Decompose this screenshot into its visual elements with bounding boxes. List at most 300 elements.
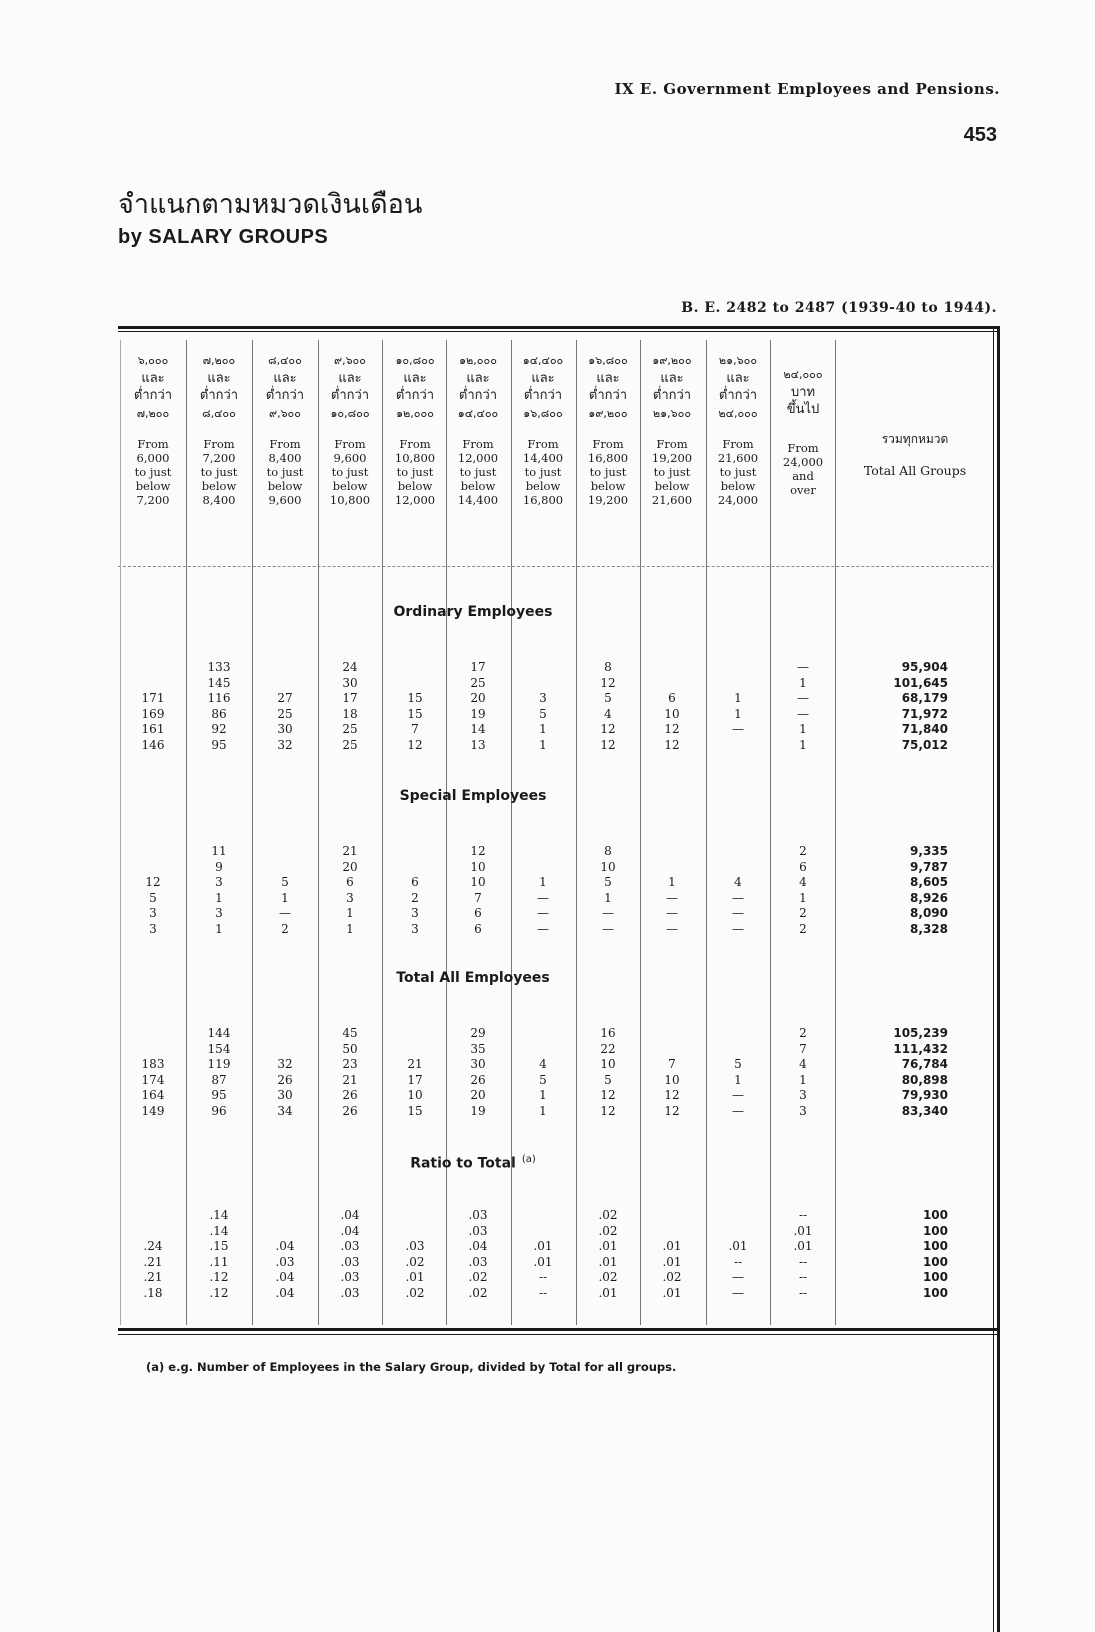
row-total: 71,972	[901, 706, 948, 721]
title-english: by SALARY GROUPS	[118, 226, 329, 248]
table-cell: 26	[342, 1088, 358, 1103]
table-cell: —	[537, 906, 549, 921]
table-cell: 5	[539, 1072, 547, 1087]
table-cell: 25	[342, 722, 358, 737]
column-header-line: From	[137, 437, 169, 451]
table-cell: 2	[411, 890, 419, 905]
table-cell: 6	[668, 691, 676, 706]
table-cell: 3	[215, 906, 223, 921]
table-cell: 35	[470, 1041, 486, 1056]
table-bottom-rule-thin	[118, 1334, 1000, 1335]
table-cell: 15	[407, 1104, 423, 1118]
table-cell: 32	[277, 1057, 293, 1072]
table-cell: .01	[662, 1254, 682, 1269]
table-cell: .02	[598, 1208, 618, 1222]
column-header-thai-and: บาท	[790, 385, 816, 400]
column-header-thai-to: ๙,๖๐๐	[269, 407, 301, 420]
table-cell: 15	[407, 691, 423, 706]
column-header-line: From	[656, 437, 688, 451]
section-title-text: Special Employees	[399, 788, 547, 804]
table-cell: --	[798, 1286, 808, 1300]
table-cell: 20	[470, 1088, 486, 1103]
column-header-english	[706, 437, 770, 507]
table-cell: 8	[604, 660, 612, 674]
column-header-line: to just	[589, 465, 627, 479]
table-cell: 1	[604, 890, 612, 905]
table-cell: 26	[277, 1072, 293, 1087]
table-cell: 12	[600, 722, 616, 737]
row-total: 71,840	[901, 722, 948, 737]
table-cell: 1	[539, 722, 547, 737]
table-cell: 21	[342, 1072, 358, 1087]
table-cell: —	[732, 1104, 744, 1118]
table-cell: —	[666, 906, 678, 921]
table-bottom-rule	[118, 1328, 1000, 1331]
column-header-thai-below: ต่ำกว่า	[330, 388, 370, 403]
column-header-line: to just	[524, 465, 562, 479]
column-header-thai-to: ๒๔,๐๐๐	[718, 407, 758, 420]
table-cell: —	[732, 1088, 744, 1103]
table-cell: 7	[411, 722, 419, 737]
table-cell: 25	[470, 675, 486, 690]
column-header-thai-and: และ	[596, 371, 620, 386]
column-header-line: 10,800	[329, 493, 371, 507]
table-cell: .02	[405, 1254, 425, 1269]
table-cell: .14	[209, 1223, 229, 1238]
column-header-line: 8,400	[268, 451, 302, 465]
column-header-english	[446, 437, 510, 507]
row-total: 79,930	[901, 1088, 948, 1103]
table-cell: 1	[668, 875, 676, 890]
table-cell: 3	[539, 691, 547, 706]
column-header-english	[576, 437, 640, 507]
table-cell: 16	[600, 1026, 616, 1040]
row-total: 76,784	[901, 1057, 948, 1072]
table-cell: 20	[470, 691, 486, 706]
column-header-line: below	[590, 479, 626, 493]
column-header	[446, 354, 510, 507]
section-title	[323, 1154, 623, 1172]
table-cell: 13	[470, 738, 486, 752]
table-cell: 10	[470, 859, 486, 874]
row-total: 8,605	[910, 875, 948, 890]
table-cell: .12	[209, 1286, 229, 1300]
table-cell: 119	[207, 1057, 231, 1072]
table-cell: 19	[470, 1104, 486, 1118]
column-header-thai-below: ต่ำกว่า	[395, 388, 435, 403]
table-cell: 6	[799, 859, 807, 874]
row-total: 8,926	[910, 890, 948, 905]
row-total: 8,090	[910, 906, 948, 921]
table-cell: —	[279, 906, 291, 921]
column-header-line: 16,800	[522, 493, 564, 507]
table-cell: —	[666, 890, 678, 905]
table-cell: 10	[664, 1072, 680, 1087]
column-header-thai-below: ต่ำกว่า	[458, 388, 498, 403]
table-cell: 22	[600, 1041, 616, 1056]
table-cell: —	[797, 691, 809, 706]
table-cell: .21	[143, 1270, 163, 1285]
column-header-thai-from: ๙,๖๐๐	[334, 354, 366, 367]
column-header-line: below	[397, 479, 433, 493]
table-cell: 96	[211, 1104, 227, 1118]
table-cell: 1	[799, 890, 807, 905]
table-cell: --	[733, 1254, 743, 1269]
row-total: 83,340	[901, 1104, 948, 1118]
table-cell: .02	[598, 1270, 618, 1285]
table-cell: .01	[728, 1239, 748, 1254]
table-cell: 6	[346, 875, 354, 890]
table-cell: .01	[793, 1239, 813, 1254]
table-cell: 5	[539, 706, 547, 721]
table-cell: .03	[468, 1254, 488, 1269]
column-header-line: From	[334, 437, 366, 451]
table-cell: --	[798, 1208, 808, 1222]
table-cell: 10	[600, 1057, 616, 1072]
total-column-header	[840, 430, 990, 478]
table-cell: 12	[470, 844, 486, 858]
table-cell: 5	[281, 875, 289, 890]
table-cell: 1	[799, 1072, 807, 1087]
table-cell: 2	[799, 1026, 807, 1040]
column-header	[576, 354, 640, 507]
column-header-line: below	[525, 479, 561, 493]
table-cell: 12	[145, 875, 161, 890]
column-header-line: 10,800	[394, 451, 436, 465]
table-cell: 17	[407, 1072, 423, 1087]
table-cell: 149	[141, 1104, 165, 1118]
column-header-line: and	[792, 469, 814, 483]
column-header-line: 7,200	[202, 451, 236, 465]
table-cell: 146	[141, 738, 165, 752]
table-cell: .01	[662, 1286, 682, 1300]
row-total: 8,328	[910, 922, 948, 936]
table-cell: 11	[211, 844, 227, 858]
table-cell: 1	[734, 706, 742, 721]
column-header-line: From	[592, 437, 624, 451]
table-cell: 92	[211, 722, 227, 737]
table-cell: .01	[533, 1239, 553, 1254]
table-cell: 20	[342, 859, 358, 874]
table-cell: 3	[799, 1104, 807, 1118]
table-cell: 12	[600, 1088, 616, 1103]
header-divider	[118, 566, 994, 567]
table-top-rule	[118, 326, 1000, 329]
column-header-thai-and: และ	[531, 371, 555, 386]
column-header-line: over	[790, 483, 816, 497]
column-header-line: below	[654, 479, 690, 493]
column-header-thai-to: ๒๑,๖๐๐	[652, 407, 692, 420]
table-cell: 12	[600, 1104, 616, 1118]
table-cell: 171	[141, 691, 165, 706]
table-cell: 161	[141, 722, 165, 737]
column-header-thai-below: ต่ำกว่า	[718, 388, 758, 403]
table-cell: 145	[207, 675, 231, 690]
table-cell: 174	[141, 1072, 165, 1087]
table-cell: .04	[340, 1223, 360, 1238]
table-cell: 25	[342, 738, 358, 752]
table-cell: 23	[342, 1057, 358, 1072]
table-cell: 19	[470, 706, 486, 721]
row-total: 111,432	[893, 1041, 948, 1056]
table-cell: —	[537, 890, 549, 905]
table-cell: 164	[141, 1088, 165, 1103]
table-cell: 1	[215, 922, 223, 936]
table-cell: .18	[143, 1286, 163, 1300]
table-cell: —	[666, 922, 678, 936]
period-label: B. E. 2482 to 2487 (1939-40 to 1944).	[681, 300, 997, 316]
table-cell: 3	[411, 922, 419, 936]
table-cell: 1	[215, 890, 223, 905]
column-header-line: 19,200	[651, 451, 693, 465]
column-header	[253, 354, 317, 507]
column-header-thai-and: และ	[338, 371, 362, 386]
table-cell: 4	[604, 706, 612, 721]
table-cell: 5	[604, 875, 612, 890]
table-cell: 1	[734, 691, 742, 706]
column-header-thai-to: ๑๖,๘๐๐	[523, 407, 563, 420]
table-cell: 154	[207, 1041, 231, 1056]
section-title	[323, 788, 623, 804]
table-cell: 95	[211, 738, 227, 752]
column-header-thai-below: ขึ้นไป	[786, 402, 820, 417]
table-cell: 10	[407, 1088, 423, 1103]
table-cell: .03	[340, 1286, 360, 1300]
table-cell: 10	[664, 706, 680, 721]
table-cell: .01	[793, 1223, 813, 1238]
column-header-line: below	[460, 479, 496, 493]
table-cell: 6	[411, 875, 419, 890]
column-header-line: to just	[459, 465, 497, 479]
title-thai: จำแนกตามหมวดเงินเดือน	[118, 189, 423, 220]
column-header-thai-below: ต่ำกว่า	[133, 388, 173, 403]
table-cell: 27	[277, 691, 293, 706]
table-cell: 1	[734, 1072, 742, 1087]
table-cell: 12	[407, 738, 423, 752]
column-header-line: 24,000	[717, 493, 759, 507]
table-cell: 12	[600, 675, 616, 690]
table-cell: 12	[600, 738, 616, 752]
table-cell: 5	[149, 890, 157, 905]
column-header-line: From	[787, 441, 819, 455]
table-cell: 9	[215, 859, 223, 874]
table-cell: —	[602, 922, 614, 936]
column-header-line: to just	[134, 465, 172, 479]
table-cell: --	[538, 1286, 548, 1300]
table-cell: 26	[342, 1104, 358, 1118]
column-header-line: 8,400	[202, 493, 236, 507]
column-header-line: below	[267, 479, 303, 493]
column-header	[771, 354, 835, 497]
table-cell: —	[732, 1286, 744, 1300]
column-header-line: 16,800	[587, 451, 629, 465]
row-total: 68,179	[901, 691, 948, 706]
table-cell: .02	[468, 1270, 488, 1285]
column-header-thai-from: ๒๔,๐๐๐	[783, 368, 823, 381]
table-cell: 10	[600, 859, 616, 874]
table-cell: .01	[598, 1286, 618, 1300]
table-cell: 12	[664, 722, 680, 737]
row-total: 9,335	[910, 844, 948, 858]
table-cell: 5	[604, 1072, 612, 1087]
table-cell: 45	[342, 1026, 358, 1040]
table-cell: —	[732, 890, 744, 905]
table-cell: .04	[275, 1270, 295, 1285]
column-header-thai-below: ต่ำกว่า	[588, 388, 628, 403]
table-top-rule-thin	[118, 331, 1000, 332]
table-cell: .21	[143, 1254, 163, 1269]
table-cell: .02	[405, 1286, 425, 1300]
table-cell: 12	[664, 738, 680, 752]
column-header-thai-from: ๑๒,๐๐๐	[459, 354, 497, 367]
section-title-footnote-mark: (a)	[521, 1154, 536, 1165]
table-cell: .15	[209, 1239, 229, 1254]
column-header-line: below	[720, 479, 756, 493]
table-cell: 24	[342, 660, 358, 674]
table-cell: 14	[470, 722, 486, 737]
column-header	[121, 354, 185, 507]
table-right-border	[997, 326, 1000, 1632]
total-column-header-english: Total All Groups	[863, 463, 967, 478]
column-header-thai-below: ต่ำกว่า	[652, 388, 692, 403]
running-head: IX E. Government Employees and Pensions.	[614, 80, 1000, 98]
column-header	[511, 354, 575, 507]
table-cell: .01	[405, 1270, 425, 1285]
column-header-line: 9,600	[333, 451, 367, 465]
column-header-thai-and: และ	[273, 371, 297, 386]
table-cell: 3	[215, 875, 223, 890]
column-header-thai-below: ต่ำกว่า	[199, 388, 239, 403]
table-cell: 1	[539, 1088, 547, 1103]
table-cell: .02	[598, 1223, 618, 1238]
column-header-line: below	[332, 479, 368, 493]
column-header-english	[511, 437, 575, 507]
table-cell: .03	[340, 1270, 360, 1285]
column-header-thai-to: ๑๒,๐๐๐	[396, 407, 434, 420]
table-cell: 7	[474, 890, 482, 905]
table-cell: 169	[141, 706, 165, 721]
table-cell: 5	[734, 1057, 742, 1072]
table-cell: .01	[662, 1239, 682, 1254]
column-header-thai-and: และ	[726, 371, 750, 386]
table-cell: 17	[342, 691, 358, 706]
column-header-thai-and: และ	[660, 371, 684, 386]
table-cell: 5	[604, 691, 612, 706]
table-cell: —	[732, 1270, 744, 1285]
column-header-line: to just	[331, 465, 369, 479]
table-cell: .03	[340, 1239, 360, 1254]
table-cell: 6	[474, 906, 482, 921]
table-cell: .01	[598, 1239, 618, 1254]
table-cell: 7	[668, 1057, 676, 1072]
column-header	[383, 354, 447, 507]
table-cell: 4	[539, 1057, 547, 1072]
table-cell: .04	[275, 1239, 295, 1254]
column-header-thai-from: ๑๐,๘๐๐	[395, 354, 435, 367]
column-header-thai-from: ๑๖,๘๐๐	[588, 354, 628, 367]
table-cell: 95	[211, 1088, 227, 1103]
table-cell: 3	[149, 922, 157, 936]
table-cell: 4	[734, 875, 742, 890]
column-header-line: 9,600	[268, 493, 302, 507]
table-cell: 3	[149, 906, 157, 921]
table-cell: 29	[470, 1026, 486, 1040]
column-header-english	[771, 441, 835, 497]
table-cell: 3	[411, 906, 419, 921]
column-header-thai-from: ๘,๔๐๐	[268, 354, 302, 367]
column-header-line: 21,600	[651, 493, 693, 507]
column-header-line: to just	[653, 465, 691, 479]
column-header-thai-and: และ	[466, 371, 490, 386]
table-cell: .01	[533, 1254, 553, 1269]
column-header-thai-from: ๑๙,๒๐๐	[652, 354, 692, 367]
column-header-line: 14,400	[522, 451, 564, 465]
row-total: 100	[922, 1286, 948, 1300]
column-header-line: From	[269, 437, 301, 451]
table-cell: 116	[207, 691, 231, 706]
table-cell: 1	[281, 890, 289, 905]
page-number: 453	[963, 124, 997, 146]
table-cell: 21	[407, 1057, 423, 1072]
row-total: 100	[922, 1208, 948, 1222]
table-cell: 18	[342, 706, 358, 721]
row-total: 101,645	[893, 675, 948, 690]
column-header-line: From	[399, 437, 431, 451]
table-cell: —	[732, 722, 744, 737]
column-header-thai-and: และ	[403, 371, 427, 386]
table-cell: 133	[207, 660, 231, 674]
table-cell: 1	[799, 722, 807, 737]
column-header-line: From	[527, 437, 559, 451]
column-header-english	[640, 437, 704, 507]
table-cell: 25	[277, 706, 293, 721]
column-header	[187, 354, 251, 507]
table-cell: --	[798, 1270, 808, 1285]
column-header-thai-to: ๑๐,๘๐๐	[330, 407, 370, 420]
column-header-thai-to: ๑๙,๒๐๐	[588, 407, 628, 420]
table-cell: —	[537, 922, 549, 936]
table-cell: 2	[281, 922, 289, 936]
table-cell: 1	[799, 675, 807, 690]
table-cell: .03	[340, 1254, 360, 1269]
table-right-border-thin	[993, 326, 994, 1632]
table-cell: 30	[277, 722, 293, 737]
table-cell: 17	[470, 660, 486, 674]
column-header-line: 7,200	[136, 493, 170, 507]
table-cell: .03	[468, 1208, 488, 1222]
total-column-header-thai: รวมทุกหมวด	[881, 432, 949, 446]
column-header-line: 12,000	[394, 493, 436, 507]
row-total: 80,898	[901, 1072, 948, 1087]
table-cell: .02	[662, 1270, 682, 1285]
table-cell: 2	[799, 922, 807, 936]
section-title-text: Total All Employees	[396, 970, 550, 986]
column-header-line: 19,200	[587, 493, 629, 507]
table-cell: 12	[664, 1088, 680, 1103]
column-header-line: below	[201, 479, 237, 493]
section-title-text: Ratio to Total	[410, 1155, 516, 1172]
table-cell: 183	[141, 1057, 165, 1072]
column-header-thai-from: ๖,๐๐๐	[137, 354, 169, 367]
table-cell: --	[538, 1270, 548, 1285]
section-title-text: Ordinary Employees	[393, 604, 553, 620]
row-total: 100	[922, 1223, 948, 1238]
table-cell: 15	[407, 706, 423, 721]
column-header	[706, 354, 770, 507]
row-total: 9,787	[910, 859, 948, 874]
table-cell: 86	[211, 706, 227, 721]
table-cell: --	[798, 1254, 808, 1269]
